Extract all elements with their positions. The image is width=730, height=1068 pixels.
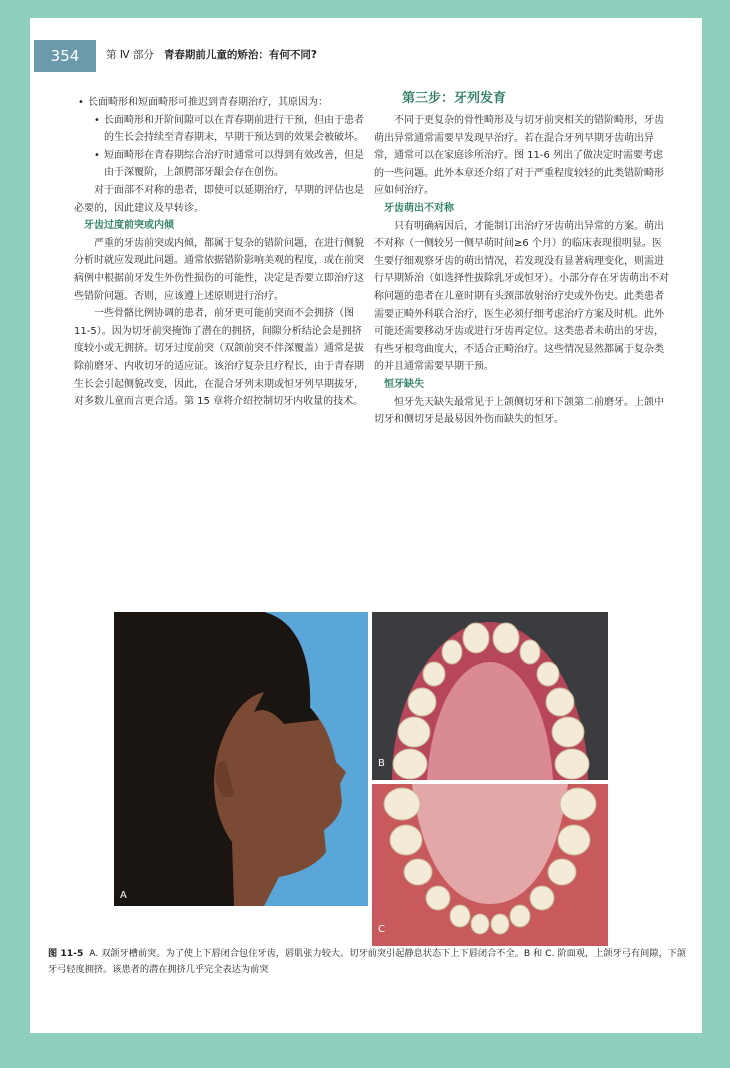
subheading: 牙齿萌出不对称	[384, 202, 454, 214]
figure-label-b: B	[378, 758, 385, 769]
subheading: 牙齿过度前突或内倾	[84, 220, 174, 232]
figure-photo-c-lower-arch	[372, 784, 608, 946]
part-heading	[106, 47, 317, 62]
part-label: 第 Ⅳ 部分	[106, 49, 154, 61]
sub-bullet-item: • 短面畸形在青春期综合治疗时通常可以得到有效改善，但是由于深覆阶，上颌腭部牙龈会存在创伤。	[74, 147, 364, 182]
page-number: 354	[34, 40, 96, 72]
paragraph: 对于面部不对称的患者，即使可以延期治疗，早期的评估也是必要的，因此建议及早转诊。	[74, 184, 364, 214]
caption-text: A. 双颌牙槽前突。为了使上下唇闭合包住牙齿，唇肌张力较大。切牙前突引起静息状态下上下唇闭合不全。B 和 C. 阶面观，上颌牙弓有间隙，下颌牙弓轻度拥挤。该患者的潜在拥挤几乎完全表达为前突	[48, 948, 687, 975]
figure-photo-a-profile	[114, 612, 368, 906]
caption-id: 图 11-5	[48, 948, 84, 959]
bullet-item: • 长面畸形和短面畸形可推迟到青春期治疗，其原因为：	[74, 94, 364, 112]
left-column	[74, 94, 364, 411]
section-title: 第三步：牙列发育	[402, 91, 507, 106]
sub-bullet-item: • 长面畸形和开阶间隙可以在青春期前进行干预，但由于患者的生长会持续至青春期末，早期干预达到的效果会被破坏。	[74, 112, 364, 147]
figure-label-c: C	[378, 924, 385, 935]
part-title: 青春期前儿童的矫治：有何不同?	[163, 49, 317, 61]
paragraph: 不同于更复杂的骨性畸形及与切牙前突相关的错阶畸形，牙齿萌出异常通常需要早发现早治疗。若在混合牙列早期牙齿萌出异常，通常可以在家庭诊所治疗。图 11-6 列出了做决定时需要考虑的一些问题。此外本章还介绍了对于严重程度较轻的此类错阶畸形应如何治疗。	[374, 115, 664, 197]
paragraph: 一些骨骼比例协调的患者，前牙更可能前突而不会拥挤（图 11-5）。因为切牙前突掩饰了潜在的拥挤，间隙分析结论会是拥挤度较小或无拥挤。切牙过度前突（双颌前突不伴深覆盖）通常是拔除前磨牙、内收切牙的适应证。该治疗复杂且疗程长，由于青春期生长会引起侧貌改变，因此，在混合牙列末期或恒牙列早期拔牙，对多数儿童而言更合适。第 15 章将介绍控制切牙内收量的技术。	[74, 308, 364, 408]
subheading: 恒牙缺失	[384, 378, 424, 390]
figure-caption	[48, 946, 688, 978]
paragraph: 恒牙先天缺失最常见于上颌侧切牙和下颌第二前磨牙。上颌中切牙和侧切牙是最易因外伤而缺失的恒牙。	[374, 396, 664, 426]
figure-photo-b-upper-arch	[372, 612, 608, 780]
book-page	[30, 18, 702, 1033]
upper-arch-illustration	[372, 612, 608, 780]
profile-illustration	[114, 612, 368, 906]
paragraph: 严重的牙齿前突或内倾，都属于复杂的错阶问题，在进行侧貌分析时就应发现此问题。通常依据错阶影响美观的程度，或在前突病例中根据前牙发生外伤性损伤的可能性，决定是否要立即治疗这些错阶问题。否则，应该遵上述原则进行治疗。	[74, 237, 364, 302]
running-header	[30, 40, 702, 72]
paragraph: 只有明确病因后，才能制订出治疗牙齿萌出异常的方案。萌出不对称（一侧较另一侧早萌时间≥6 个月）的临床表现很明显。医生要仔细观察牙齿的萌出情况，若发现没有显著病理变化，则需进行早期矫治（如选择性拔除乳牙或恒牙）。小部分存在牙齿萌出不对称问题的患者在儿童时期有头颈部放射治疗史或外伤史。此类患者需要正畸外科联合治疗，医生必须仔细考虑治疗方案及时机。此外可能还需要移动牙齿或进行牙齿再定位。这类患者未萌出的牙齿，有些牙根弯曲度大，不适合正畸治疗。这些情况显然都属于复杂类的并且通常需要早期干预。	[374, 220, 669, 373]
right-column	[374, 88, 670, 429]
figure-label-a: A	[120, 890, 127, 901]
lower-arch-illustration	[372, 784, 608, 946]
